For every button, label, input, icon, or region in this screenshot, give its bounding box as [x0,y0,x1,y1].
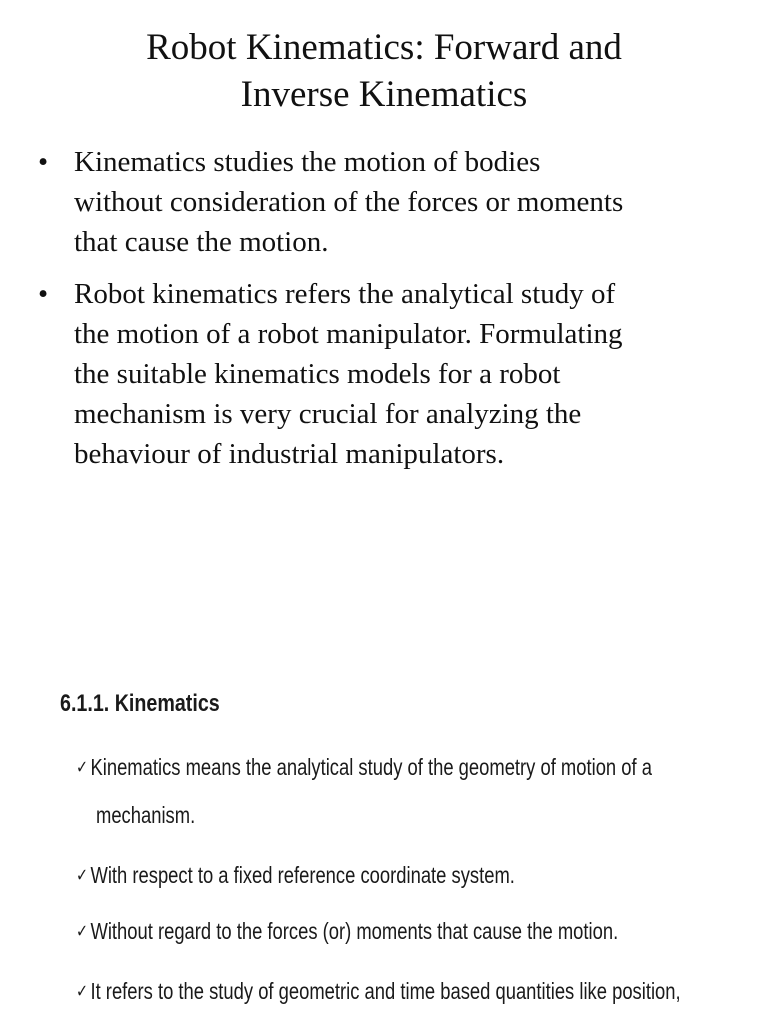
bullet-item [34,142,734,262]
bullet-line: the suitable kinematics models for a robot [74,358,561,390]
bullet-line: mechanism is very crucial for analyzing the [74,398,582,430]
bullet-line: Kinematics studies the motion of bodies [74,146,541,178]
bullet-line: that cause the motion. [74,226,329,258]
bullet-line: Robot kinematics refers the analytical study of [74,278,616,310]
checklist-item [76,850,515,900]
checklist-item [76,906,618,956]
checklist-text: Without regard to the forces (or) moments that cause the motion. [90,918,619,944]
checklist-text: Kinematics means the analytical study of the geometry of motion of a [90,754,652,780]
bullet-line: behaviour of industrial manipulators. [74,438,505,470]
title-line-1: Robot Kinematics: Forward and [146,27,622,68]
slide-title [40,24,728,118]
bullet-list [34,142,734,486]
scanned-textbook-excerpt [0,660,768,1024]
check-icon: ✓ [76,865,89,885]
check-icon: ✓ [76,757,89,777]
section-heading: 6.1.1. Kinematics [60,690,220,717]
bullet-marker: • [38,278,49,310]
checklist-item-continuation [96,790,195,840]
bullet-line: without consideration of the forces or moments [74,186,624,218]
checklist-item [76,742,652,792]
bullet-line: the motion of a robot manipulator. Formulating [74,318,623,350]
check-icon: ✓ [76,921,89,941]
bullet-marker: • [38,146,49,178]
bullet-item [34,274,734,474]
checklist-text: mechanism. [96,802,196,828]
checklist-text: With respect to a fixed reference coordinate system. [90,862,515,888]
check-icon: ✓ [76,981,89,1001]
title-line-2: Inverse Kinematics [240,74,528,115]
checklist-item [76,966,681,1016]
checklist-text: It refers to the study of geometric and time based quantities like position, [90,978,681,1004]
